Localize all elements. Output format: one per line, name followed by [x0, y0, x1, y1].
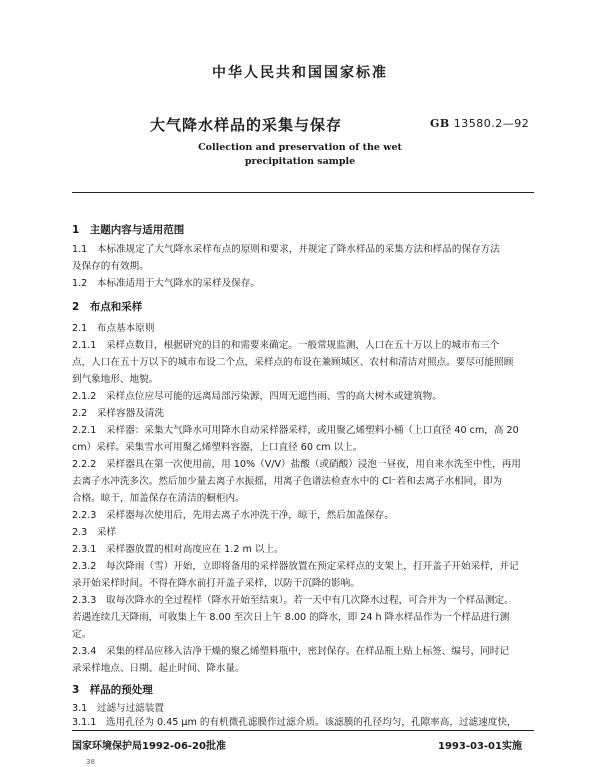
paragraph-line: 1.1 本标准规定了大气降水采样布点的原则和要求，并规定了降水样品的采集方法和样品的保存方法 [72, 244, 500, 255]
paragraph-line: 2.3.4 采集的样品应移入洁净干燥的聚乙烯塑料瓶中，密封保存。在样品瓶上贴上标签、编号，同时记 [72, 646, 509, 657]
paragraph-line: 合格。晾干，加盖保存在清洁的橱柜内。 [72, 493, 245, 504]
page-number: 38 [86, 758, 95, 766]
standard-code-prefix: GB [430, 117, 450, 130]
paragraph-line: 2.1.1 采样点数目，根据研究的目的和需要来确定。一般常规监测，人口在五十万以上的城市布三个 [72, 340, 500, 351]
paragraph-line: 2.2.3 采样器每次使用后，先用去离子水冲洗干净，晾干，然后加盖保存。 [72, 510, 394, 521]
section-heading-2: 2 布点和采样 [72, 301, 143, 313]
paragraph-line: 2.1.2 采样点位应尽可能的远离局部污染源，四周无遮挡雨、雪的高大树木或建筑物。 [72, 391, 442, 402]
paragraph-line: 2.3.1 采样器放置的相对高度应在 1.2 m 以上。 [72, 544, 284, 555]
paragraph-line: 2.2.2 采样器具在第一次使用前，用 10%（V/V）盐酸（或硝酸）浸泡一昼夜，用自来水洗至中性，再用 [72, 459, 521, 470]
paragraph-line: 及保存的有效期。 [72, 261, 149, 272]
paragraph-line: 2.1 布点基本原则 [72, 323, 155, 334]
section-heading-3: 3 样品的预处理 [72, 684, 153, 696]
footer-divider [72, 730, 534, 731]
paragraph-line: 3.1.1 选用孔径为 0.45 μm 的有机微孔滤膜作过滤介质。该滤膜的孔径均匀，孔隙率高，过滤速度快， [72, 717, 517, 728]
paragraph-line: 1.2 本标准适用于大气降水的采样及保存。 [72, 278, 260, 289]
english-title-line-1: Collection and preservation of the wet [198, 142, 402, 153]
approval-date: 国家环境保护局1992-06-20批准 [72, 741, 226, 752]
standard-code [430, 117, 529, 130]
paragraph-line: 定。 [72, 629, 92, 640]
paragraph-line: 3.1 过滤与过滤装置 [72, 703, 165, 714]
standard-header: 中华人民共和国国家标准 [212, 65, 388, 81]
paragraph-line: 到气象地形、地貌。 [72, 374, 159, 385]
paragraph-line: 点，人口在五十万以下的城市布设二个点，采样点的布设在兼顾城区、农村和清洁对照点。要尽可能照顾 [72, 357, 514, 368]
paragraph-line: 2.2 采样容器及清洗 [72, 408, 165, 419]
paragraph-line: 2.3 采样 [72, 527, 117, 538]
paragraph-line: 去离子水冲洗多次。然后加少量去离子水振摇，用离子色谱法检查水中的 Cl⁻若和去离子水相同，即为 [72, 476, 503, 487]
implementation-date: 1993-03-01实施 [438, 741, 522, 752]
document-title: 大气降水样品的采集与保存 [150, 116, 343, 134]
standard-code-number: 13580.2—92 [453, 117, 530, 130]
header-divider [72, 192, 534, 193]
section-heading-1: 1 主题内容与适用范围 [72, 224, 185, 236]
paragraph-line: 若遇连续几天降雨，可收集上午 8.00 至次日上午 8.00 的降水，即 24 h 降水样品作为一个样品进行测 [72, 612, 510, 623]
paragraph-line: cm）采样。采集雪水可用聚乙烯塑料容器，上口直径 60 cm 以上。 [72, 442, 363, 453]
paragraph-line: 录采样地点、日期、起止时间、降水量。 [72, 663, 245, 674]
english-title-line-2: precipitation sample [244, 156, 356, 167]
paragraph-line: 2.3.2 每次降雨（雪）开始，立即将备用的采样器放置在预定采样点的支架上，打开盖子开始采样，并记 [72, 561, 519, 572]
paragraph-line: 2.2.1 采样器：采集大气降水可用降水自动采样器采样，或用聚乙烯塑料小桶（上口直径 40 cm，高 20 [72, 425, 519, 436]
paragraph-line: 录开始采样时间。不得在降水前打开盖子采样，以防干沉降的影响。 [72, 578, 360, 589]
paragraph-line: 2.3.3 取每次降水的全过程样（降水开始至结束）。若一天中有几次降水过程，可合并为一个样品测定。 [72, 595, 514, 606]
